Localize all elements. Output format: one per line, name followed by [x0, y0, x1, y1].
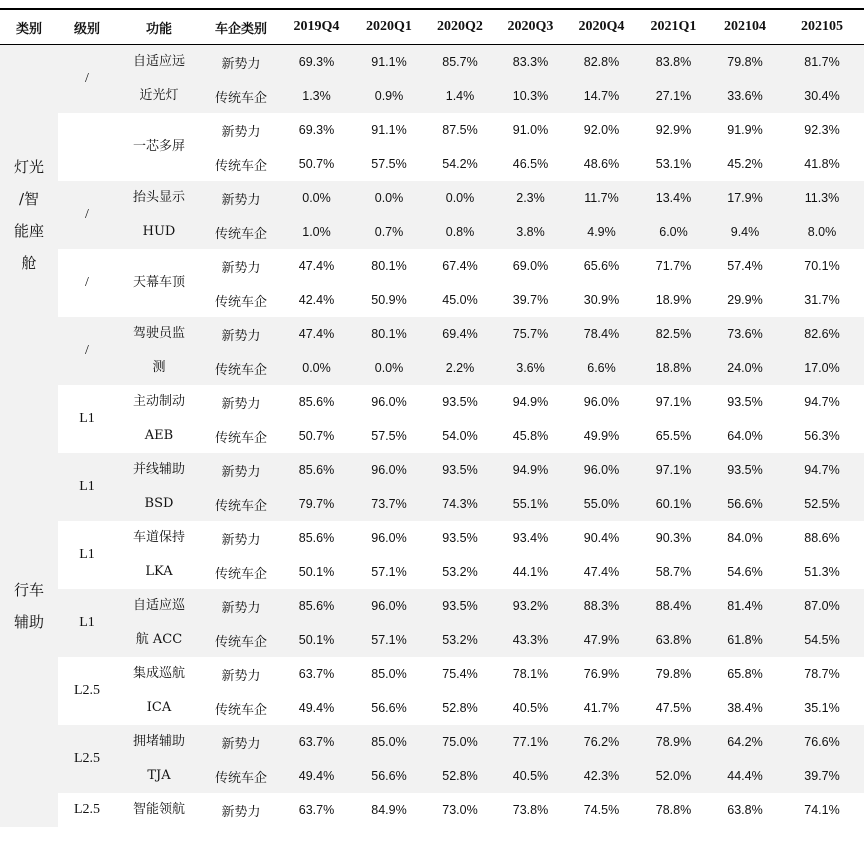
value-cell: 81.7% — [780, 45, 864, 80]
value-cell: 78.8% — [655, 803, 692, 817]
value-cell: 10.3% — [495, 79, 566, 113]
header-row — [0, 10, 864, 45]
function-cell — [116, 725, 202, 793]
value-cell: 97.1% — [637, 453, 710, 487]
value-cell: 53.1% — [655, 157, 692, 171]
header-period: 202104 — [710, 10, 780, 45]
table-row — [0, 385, 864, 419]
function-label: 测 — [152, 360, 166, 375]
value-cell: 74.1% — [804, 803, 840, 817]
table-row — [0, 249, 864, 283]
value-cell: 24.0% — [710, 351, 780, 385]
value-cell: 53.2% — [442, 565, 478, 579]
value-cell: 96.0% — [566, 453, 637, 487]
level-cell: L2.5 — [73, 802, 101, 817]
company-type-cell: 传统车企 — [214, 294, 267, 310]
level-cell: L1 — [79, 411, 95, 426]
value-cell: 47.4% — [280, 317, 353, 351]
value-cell: 52.5% — [780, 487, 864, 521]
value-cell: 65.8% — [727, 667, 763, 681]
function-label: 天幕车顶 — [132, 275, 185, 290]
value-cell: 75.0% — [425, 725, 495, 759]
value-cell: 93.5% — [442, 395, 478, 409]
value-cell: 57.4% — [727, 259, 763, 273]
company-type-cell: 新势力 — [221, 668, 261, 684]
value-cell: 50.1% — [280, 623, 353, 657]
header-category: 类别 — [0, 10, 58, 45]
value-cell: 31.7% — [804, 293, 840, 307]
value-cell: 8.0% — [780, 215, 864, 249]
function-label: 驾驶员监 — [132, 326, 185, 341]
value-cell: 29.9% — [727, 293, 763, 307]
value-cell: 41.8% — [804, 157, 840, 171]
company-type-cell: 传统车企 — [214, 566, 267, 582]
function-label: 自适应巡 — [132, 598, 185, 613]
value-cell: 35.1% — [804, 701, 840, 715]
value-cell: 92.0% — [583, 123, 620, 137]
header-period: 202105 — [780, 10, 864, 45]
value-cell: 55.0% — [566, 487, 637, 521]
value-cell: 44.1% — [512, 565, 549, 579]
value-cell: 0.0% — [280, 351, 353, 385]
value-cell: 70.1% — [804, 259, 840, 273]
value-cell: 96.0% — [353, 453, 425, 487]
table-row — [0, 317, 864, 351]
value-cell: 93.5% — [442, 531, 478, 545]
company-type-cell: 新势力 — [221, 396, 261, 412]
value-cell: 13.4% — [637, 181, 710, 215]
value-cell: 78.1% — [512, 667, 549, 681]
header-function: 功能 — [116, 10, 202, 45]
table-row — [0, 521, 864, 555]
level-cell — [58, 113, 116, 181]
value-cell: 90.3% — [655, 531, 692, 545]
company-type-cell: 传统车企 — [214, 158, 267, 174]
company-type-cell: 新势力 — [202, 589, 280, 623]
value-cell: 54.2% — [442, 157, 478, 171]
value-cell: 80.1% — [371, 259, 407, 273]
value-cell: 52.8% — [442, 701, 478, 715]
table-row — [0, 113, 864, 147]
value-cell: 38.4% — [727, 701, 763, 715]
value-cell: 85.0% — [353, 725, 425, 759]
value-cell: 78.9% — [637, 725, 710, 759]
value-cell: 88.4% — [637, 589, 710, 623]
function-cell — [116, 589, 202, 657]
value-cell: 93.5% — [710, 453, 780, 487]
value-cell: 56.6% — [371, 701, 407, 715]
value-cell: 0.0% — [353, 181, 425, 215]
value-cell: 85.0% — [371, 667, 407, 681]
table-row — [0, 793, 864, 827]
value-cell: 39.7% — [512, 293, 549, 307]
value-cell: 56.3% — [804, 429, 840, 443]
table-row — [0, 181, 864, 215]
value-cell: 65.6% — [583, 259, 620, 273]
company-type-cell: 传统车企 — [214, 430, 267, 446]
value-cell: 17.0% — [780, 351, 864, 385]
company-type-cell: 新势力 — [221, 804, 261, 820]
value-cell: 52.8% — [425, 759, 495, 793]
value-cell: 17.9% — [710, 181, 780, 215]
header-level: 级别 — [58, 10, 116, 45]
value-cell: 63.7% — [298, 667, 335, 681]
value-cell: 61.8% — [710, 623, 780, 657]
value-cell: 91.1% — [353, 45, 425, 80]
value-cell: 74.3% — [425, 487, 495, 521]
value-cell: 0.8% — [425, 215, 495, 249]
value-cell: 96.0% — [371, 531, 407, 545]
header-company-type: 车企类别 — [202, 10, 280, 45]
value-cell: 84.9% — [371, 803, 407, 817]
company-type-cell: 新势力 — [221, 532, 261, 548]
value-cell: 50.7% — [298, 429, 335, 443]
company-type-cell: 传统车企 — [202, 215, 280, 249]
value-cell: 45.2% — [727, 157, 763, 171]
value-cell: 78.7% — [804, 667, 840, 681]
value-cell: 94.7% — [780, 453, 864, 487]
company-type-cell: 传统车企 — [202, 351, 280, 385]
value-cell: 42.3% — [566, 759, 637, 793]
value-cell: 73.0% — [442, 803, 478, 817]
function-cell — [116, 249, 202, 317]
value-cell: 63.8% — [637, 623, 710, 657]
table-row — [0, 725, 864, 759]
value-cell: 69.0% — [512, 259, 549, 273]
value-cell: 74.5% — [583, 803, 620, 817]
value-cell: 57.5% — [371, 429, 407, 443]
value-cell: 60.1% — [637, 487, 710, 521]
function-label: 智能领航 — [132, 802, 185, 817]
value-cell: 91.0% — [512, 123, 549, 137]
value-cell: 18.9% — [655, 293, 692, 307]
table-row — [0, 45, 864, 80]
value-cell: 73.6% — [710, 317, 780, 351]
value-cell: 93.2% — [495, 589, 566, 623]
value-cell: 79.8% — [710, 45, 780, 80]
value-cell: 82.6% — [780, 317, 864, 351]
value-cell: 41.7% — [583, 701, 620, 715]
value-cell: 84.0% — [727, 531, 763, 545]
value-cell: 94.9% — [512, 395, 549, 409]
value-cell: 69.3% — [280, 45, 353, 80]
table-row — [0, 589, 864, 623]
value-cell: 46.5% — [512, 157, 549, 171]
function-label: 近光灯 — [139, 88, 179, 103]
value-cell: 96.0% — [583, 395, 620, 409]
value-cell: 82.8% — [566, 45, 637, 80]
level-cell: / — [58, 45, 116, 114]
value-cell: 49.4% — [280, 759, 353, 793]
function-label: 集成巡航 — [132, 666, 185, 681]
company-type-cell: 传统车企 — [214, 702, 267, 718]
header-period: 2019Q4 — [280, 10, 353, 45]
value-cell: 85.6% — [298, 395, 335, 409]
company-type-cell: 传统车企 — [202, 759, 280, 793]
value-cell: 80.1% — [353, 317, 425, 351]
value-cell: 6.0% — [637, 215, 710, 249]
value-cell: 87.5% — [442, 123, 478, 137]
value-cell: 83.3% — [495, 45, 566, 80]
function-cell — [116, 453, 202, 521]
function-label: 一芯多屏 — [132, 139, 185, 154]
value-cell: 90.4% — [583, 531, 620, 545]
value-cell: 6.6% — [566, 351, 637, 385]
value-cell: 1.3% — [280, 79, 353, 113]
level-cell: / — [58, 317, 116, 385]
level-cell: L1 — [58, 589, 116, 657]
value-cell: 77.1% — [495, 725, 566, 759]
value-cell: 9.4% — [710, 215, 780, 249]
value-cell: 85.6% — [280, 589, 353, 623]
value-cell: 81.4% — [710, 589, 780, 623]
value-cell: 92.9% — [655, 123, 692, 137]
value-cell: 91.1% — [371, 123, 407, 137]
header-period: 2020Q1 — [353, 10, 425, 45]
value-cell: 85.6% — [298, 531, 335, 545]
value-cell: 83.8% — [637, 45, 710, 80]
function-label: AEB — [144, 428, 174, 443]
company-type-cell: 传统车企 — [202, 79, 280, 113]
function-cell — [116, 793, 202, 827]
value-cell: 82.5% — [637, 317, 710, 351]
value-cell: 93.4% — [512, 531, 549, 545]
table-row — [0, 657, 864, 691]
category-cell: 灯光 /智 能座 舱 — [0, 45, 58, 386]
value-cell: 50.9% — [371, 293, 407, 307]
company-type-cell: 传统车企 — [202, 623, 280, 657]
value-cell: 50.1% — [298, 565, 335, 579]
value-cell: 2.2% — [425, 351, 495, 385]
value-cell: 58.7% — [655, 565, 692, 579]
value-cell: 96.0% — [371, 395, 407, 409]
value-cell: 39.7% — [780, 759, 864, 793]
function-cell — [116, 521, 202, 589]
value-cell: 44.4% — [710, 759, 780, 793]
value-cell: 0.7% — [353, 215, 425, 249]
value-cell: 78.4% — [566, 317, 637, 351]
value-cell: 67.4% — [442, 259, 478, 273]
function-label: 拥堵辅助 — [132, 734, 185, 749]
value-cell: 1.4% — [425, 79, 495, 113]
function-cell — [116, 317, 202, 385]
value-cell: 85.7% — [425, 45, 495, 80]
value-cell: 54.5% — [780, 623, 864, 657]
function-label: TJA — [147, 768, 171, 783]
value-cell: 48.6% — [583, 157, 620, 171]
value-cell: 42.4% — [298, 293, 335, 307]
company-type-cell: 新势力 — [202, 45, 280, 80]
value-cell: 56.6% — [353, 759, 425, 793]
value-cell: 93.5% — [727, 395, 763, 409]
value-cell: 91.9% — [727, 123, 763, 137]
value-cell: 87.0% — [780, 589, 864, 623]
header-period: 2021Q1 — [637, 10, 710, 45]
value-cell: 49.9% — [583, 429, 620, 443]
value-cell: 11.7% — [566, 181, 637, 215]
value-cell: 88.6% — [804, 531, 840, 545]
company-type-cell: 新势力 — [221, 260, 261, 276]
value-cell: 11.3% — [780, 181, 864, 215]
value-cell: 0.0% — [353, 351, 425, 385]
value-cell: 3.8% — [495, 215, 566, 249]
value-cell: 0.9% — [353, 79, 425, 113]
value-cell: 54.6% — [727, 565, 763, 579]
value-cell: 47.5% — [655, 701, 692, 715]
value-cell: 0.0% — [280, 181, 353, 215]
value-cell: 73.8% — [512, 803, 549, 817]
value-cell: 27.1% — [637, 79, 710, 113]
value-cell: 92.3% — [804, 123, 840, 137]
level-cell: L2.5 — [73, 683, 101, 698]
value-cell: 94.7% — [804, 395, 840, 409]
value-cell: 43.3% — [495, 623, 566, 657]
value-cell: 57.1% — [353, 623, 425, 657]
company-type-cell: 新势力 — [202, 453, 280, 487]
table-row — [0, 453, 864, 487]
value-cell: 0.0% — [425, 181, 495, 215]
level-cell: L1 — [58, 453, 116, 521]
value-cell: 57.1% — [371, 565, 407, 579]
value-cell: 47.4% — [298, 259, 335, 273]
value-cell: 93.5% — [425, 589, 495, 623]
value-cell: 47.9% — [566, 623, 637, 657]
value-cell: 57.5% — [371, 157, 407, 171]
function-cell — [116, 113, 202, 181]
value-cell: 97.1% — [655, 395, 692, 409]
function-label: BSD — [144, 496, 174, 511]
value-cell: 85.6% — [280, 453, 353, 487]
value-cell: 88.3% — [566, 589, 637, 623]
value-cell: 45.0% — [442, 293, 478, 307]
value-cell: 53.2% — [425, 623, 495, 657]
value-cell: 63.7% — [280, 725, 353, 759]
value-cell: 30.9% — [583, 293, 620, 307]
value-cell: 63.8% — [727, 803, 763, 817]
function-cell — [116, 181, 202, 249]
value-cell: 3.6% — [495, 351, 566, 385]
level-cell: / — [58, 181, 116, 249]
value-cell: 93.5% — [425, 453, 495, 487]
value-cell: 76.2% — [566, 725, 637, 759]
value-cell: 69.4% — [425, 317, 495, 351]
function-cell — [116, 385, 202, 453]
function-label: LKA — [145, 564, 173, 579]
value-cell: 79.8% — [655, 667, 692, 681]
value-cell: 45.8% — [512, 429, 549, 443]
value-cell: 14.7% — [566, 79, 637, 113]
function-label: 并线辅助 — [132, 462, 185, 477]
function-label: 抬头显示 — [132, 190, 185, 205]
value-cell: 54.0% — [442, 429, 478, 443]
value-cell: 40.5% — [512, 701, 549, 715]
value-cell: 55.1% — [495, 487, 566, 521]
value-cell: 40.5% — [495, 759, 566, 793]
value-cell: 71.7% — [655, 259, 692, 273]
value-cell: 63.7% — [298, 803, 335, 817]
value-cell: 65.5% — [655, 429, 692, 443]
header-period: 2020Q2 — [425, 10, 495, 45]
value-cell: 30.4% — [780, 79, 864, 113]
value-cell: 33.6% — [710, 79, 780, 113]
company-type-cell: 新势力 — [202, 181, 280, 215]
value-cell: 50.7% — [298, 157, 335, 171]
level-cell: / — [85, 275, 89, 290]
category-cell: 行车 辅助 — [0, 385, 58, 827]
header-period: 2020Q4 — [566, 10, 637, 45]
function-label: 主动制动 — [132, 394, 185, 409]
value-cell: 2.3% — [495, 181, 566, 215]
feature-penetration-table — [0, 10, 864, 827]
value-cell: 52.0% — [637, 759, 710, 793]
function-label: ICA — [146, 700, 172, 715]
value-cell: 1.0% — [280, 215, 353, 249]
value-cell: 75.7% — [495, 317, 566, 351]
value-cell: 64.2% — [710, 725, 780, 759]
value-cell: 69.3% — [298, 123, 335, 137]
function-label: 自适应远 — [132, 54, 185, 69]
value-cell: 4.9% — [566, 215, 637, 249]
level-cell: L2.5 — [58, 725, 116, 793]
value-cell: 47.4% — [583, 565, 620, 579]
value-cell: 51.3% — [804, 565, 840, 579]
value-cell: 75.4% — [442, 667, 478, 681]
value-cell: 76.6% — [780, 725, 864, 759]
function-label: 航 ACC — [135, 632, 183, 647]
function-label: HUD — [142, 224, 176, 239]
function-cell — [116, 657, 202, 725]
company-type-cell: 新势力 — [221, 124, 261, 140]
function-cell — [116, 45, 202, 114]
value-cell: 79.7% — [280, 487, 353, 521]
value-cell: 73.7% — [353, 487, 425, 521]
value-cell: 96.0% — [353, 589, 425, 623]
value-cell: 56.6% — [710, 487, 780, 521]
company-type-cell: 传统车企 — [202, 487, 280, 521]
value-cell: 49.4% — [298, 701, 335, 715]
value-cell: 76.9% — [583, 667, 620, 681]
level-cell: L1 — [79, 547, 95, 562]
value-cell: 64.0% — [727, 429, 763, 443]
company-type-cell: 新势力 — [202, 725, 280, 759]
value-cell: 18.8% — [637, 351, 710, 385]
header-period: 2020Q3 — [495, 10, 566, 45]
value-cell: 94.9% — [495, 453, 566, 487]
company-type-cell: 新势力 — [202, 317, 280, 351]
function-label: 车道保持 — [132, 530, 185, 545]
